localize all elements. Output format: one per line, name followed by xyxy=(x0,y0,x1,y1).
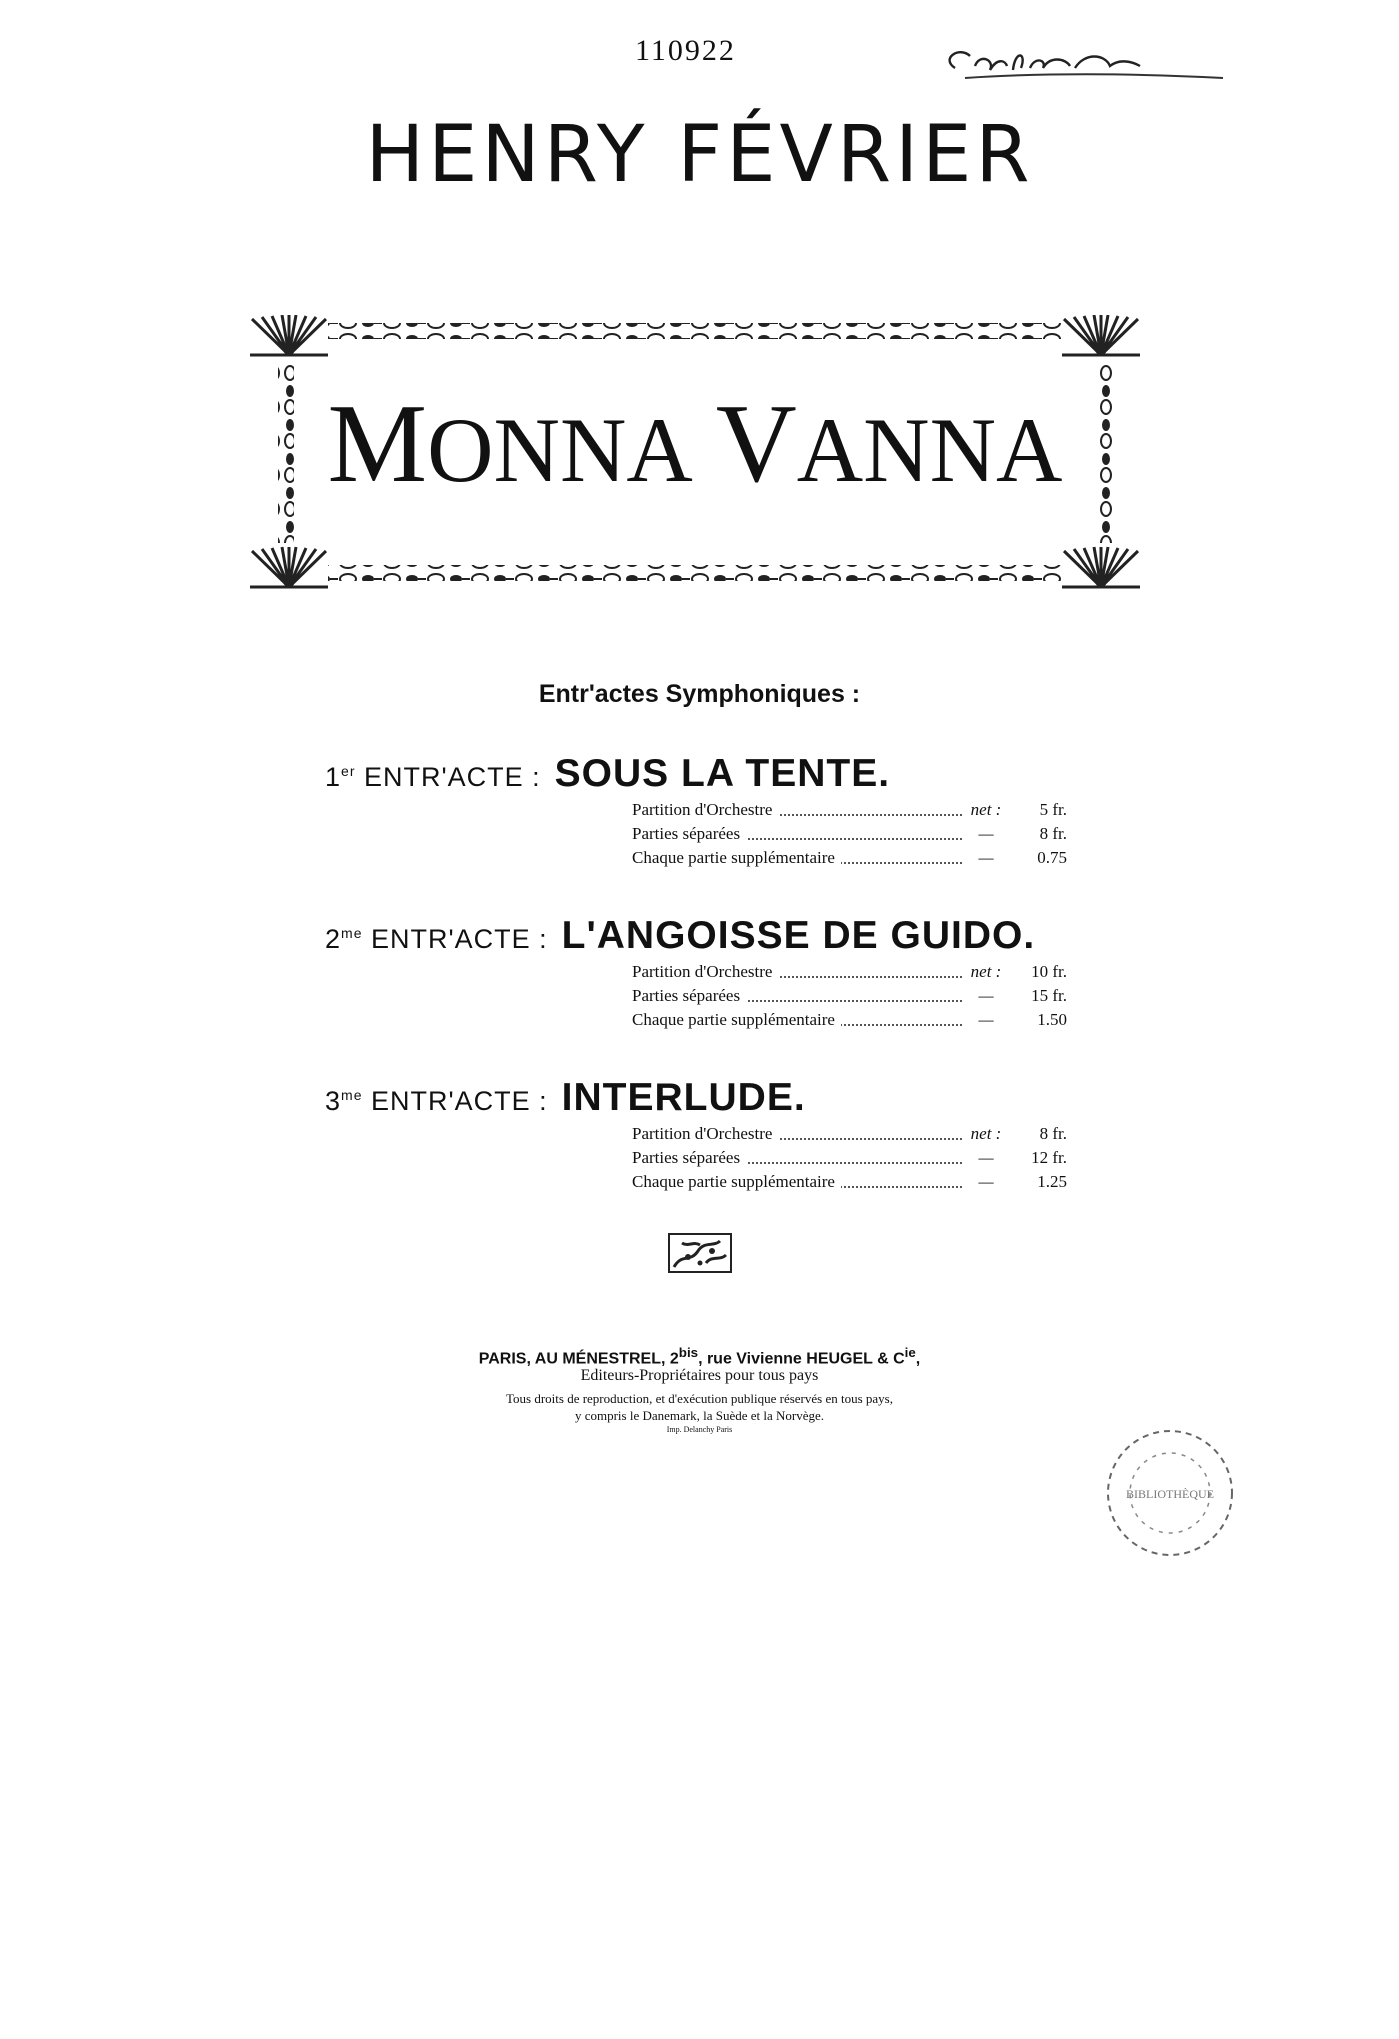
entracte-ordinal: $2^{me}$ ENTR'ACTE : xyxy=(325,924,548,954)
title-initial: M xyxy=(327,382,428,506)
catalog-number: 110922 xyxy=(635,34,736,67)
handwritten-signature xyxy=(935,38,1225,98)
price-row: Parties séparées — 12 fr. xyxy=(632,1148,1067,1167)
title-initial: V xyxy=(715,382,797,506)
price-row: Chaque partie supplémentaire — 0.75 xyxy=(632,848,1067,867)
stamp-text: BIBLIOTHÈQUE xyxy=(1126,1487,1214,1501)
price-list xyxy=(632,800,1072,872)
price-row: Parties séparées — 8 fr. xyxy=(632,824,1067,843)
price-row: Partition d'Orchestre net : 8 fr. xyxy=(632,1124,1067,1143)
entracte-heading xyxy=(325,914,1225,958)
entracte-title: L'ANGOISSE DE GUIDO. xyxy=(561,914,1036,957)
entracte-ordinal: $3^{me}$ ENTR'ACTE : xyxy=(325,1086,548,1116)
price-row: Chaque partie supplémentaire — 1.25 xyxy=(632,1172,1067,1191)
printer-imprint: Imp. Delanchy Paris xyxy=(666,1425,733,1434)
library-stamp xyxy=(1095,1418,1245,1568)
rights-notice: Tous droits de reproduction, et d'exécution publique réservés en tous pays, xyxy=(505,1391,893,1406)
entracte-title: SOUS LA TENTE. xyxy=(554,752,891,795)
title-rest: ONNA xyxy=(427,399,693,501)
price-list xyxy=(632,1124,1072,1196)
subtitle: Entr'actes Symphoniques : xyxy=(538,680,861,708)
entracte-title: INTERLUDE. xyxy=(561,1076,806,1119)
publisher-address: PARIS, AU MÉNESTREL, $2^{bis}$, rue Vivienne HEUGEL & $C^{ie}$, xyxy=(478,1345,921,1368)
entracte-heading xyxy=(325,752,1225,796)
work-title xyxy=(250,382,1140,506)
price-row: Partition d'Orchestre net : 10 fr. xyxy=(632,962,1067,981)
composer-name: HENRY FÉVRIER xyxy=(365,110,1034,200)
floral-ornament xyxy=(668,1233,732,1273)
rights-notice-countries: y compris le Danemark, la Suède et la Norvège. xyxy=(574,1408,825,1423)
publisher-role: Editeurs-Propriétaires pour tous pays xyxy=(580,1367,819,1384)
price-list xyxy=(632,962,1072,1034)
title-rest: ANNA xyxy=(796,399,1063,501)
entracte-heading xyxy=(325,1076,1225,1120)
price-row: Partition d'Orchestre net : 5 fr. xyxy=(632,800,1067,819)
price-row: Parties séparées — 15 fr. xyxy=(632,986,1067,1005)
price-row: Chaque partie supplémentaire — 1.50 xyxy=(632,1010,1067,1029)
entracte-ordinal: 1er ENTR'ACTE : xyxy=(325,762,541,792)
